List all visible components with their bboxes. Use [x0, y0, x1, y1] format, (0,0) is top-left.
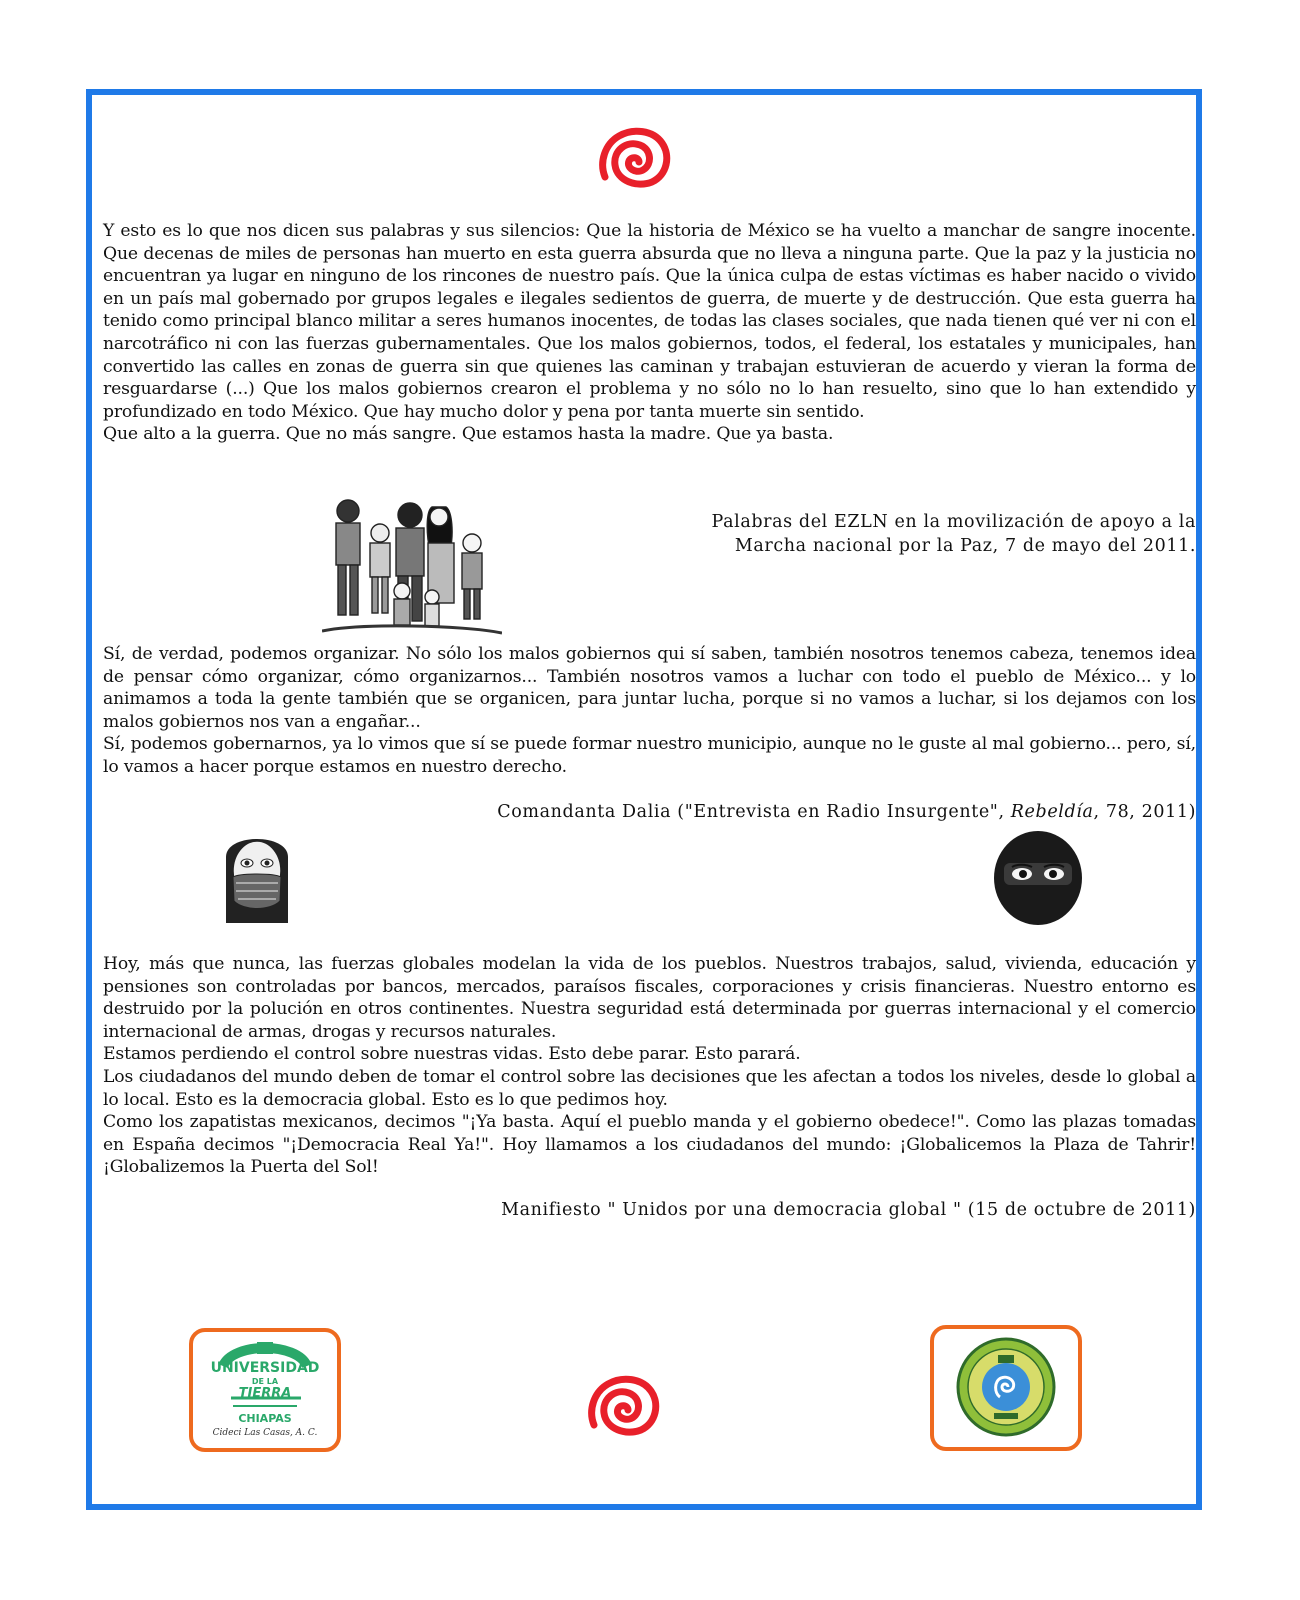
dalia-text [103, 643, 1196, 779]
dalia-paragraph-1: Sí, de verdad, podemos organizar. No sólo los malos gobiernos qui sí saben, también nosotros tenemos cabeza, tenemos idea de pensar cómo organizar, cómo organizarnos... También nosotros vamos a luchar con todo el pueblo de México... y lo animamos a toda la gente también que se organicen, para juntar lucha, porque si no vamos a luchar, si los dejamos con los malos gobiernos nos van a engañar... [103, 644, 1196, 732]
ezln-paragraph-2: Que alto a la guerra. Que no más sangre. Que estamos hasta la madre. Que ya basta. [103, 424, 834, 445]
dalia-citation-post: , 78, 2011) [1093, 802, 1196, 822]
manifiesto-citation [501, 1198, 1196, 1222]
dalia-paragraph-2: Sí, podemos gobernarnos, ya lo vimos que sí se puede formar nuestro municipio, aunque no le guste al mal gobierno... pero, sí, lo vamos a hacer porque estamos en nuestro derecho. [103, 734, 1196, 777]
unitierra-line-5: Cideci Las Casas, A. C. [212, 1428, 318, 1438]
unitierra-line-2: DE LA [251, 1377, 279, 1386]
manifiesto-text [103, 953, 1196, 1179]
manifiesto-paragraph-1: Hoy, más que nunca, las fuerzas globales modelan la vida de los pueblos. Nuestros trabajos, salud, vivienda, educación y pensiones son controladas por bancos, mercados, paraísos fiscales, corporaciones y crisis financieras. Nuestro entorno es destruido por la polución en otros continentes. Nuestra seguridad está determinada por guerras internacional y el comercio internacional de armas, drogas y recursos naturales. [103, 954, 1196, 1042]
manifiesto-paragraph-2: Estamos perdiendo el control sobre nuestras vidas. Esto debe parar. Esto parará. [103, 1044, 801, 1065]
circular-seal-logo [934, 1329, 1078, 1447]
manifiesto-paragraph-4: Como los zapatistas mexicanos, decimos "¡Ya basta. Aquí el pueblo manda y el gobierno obedece!". Como las plazas tomadas en España decimos "¡Democracia Real Ya!". Hoy llamamos a los ciudadanos del mundo: ¡Globalicemos la Plaza de Tahrir! ¡Globalizemos la Puerta del Sol! [103, 1112, 1196, 1178]
spiral-icon-top [595, 122, 679, 198]
ezln-paragraph-1: Y esto es lo que nos dicen sus palabras y sus silencios: Que la historia de México se ha vuelto a manchar de sangre inocente. Que decenas de miles de personas han muerto en esta guerra absurda que no lleva a ninguna parte. Que la paz y la justicia no encuentran ya lugar en ninguno de los rincones de nuestro país. Que la única culpa de estas víctimas es haber nacido o vivido en un país mal gobernado por grupos legales e ilegales sedientos de guerra, de muerte y de destrucción. Que esta guerra ha tenido como principal blanco militar a seres humanos inocentes, de todas las clases sociales, que nada tienen qué ver ni con el narcotráfico ni con las fuerzas gubernamentales. Que los malos gobiernos, todos, el federal, los estatales y municipales, han convertido las calles en zonas de guerra sin que quienes las caminan y trabajan estuvieran de acuerdo y vieran la forma de resguardarse (...) Que los malos gobiernos crearon el problema y no sólo no lo han resuelto, sino que lo han extendido y profundizado en todo México. Que hay mucho dolor y pena por tanta muerte sin sentido. [103, 221, 1196, 422]
unitierra-line-4: CHIAPAS [238, 1412, 292, 1425]
ezln-citation-line-2: Marcha nacional por la Paz, 7 de mayo del 2011. [734, 536, 1196, 556]
dalia-citation-italic: Rebeldía [1010, 802, 1094, 822]
dalia-citation-pre: Comandanta Dalia ("Entrevista en Radio Insurgente", [497, 802, 1011, 822]
balaclava-face-illustration [992, 829, 1084, 927]
ezln-citation [712, 510, 1196, 558]
ezln-text [103, 220, 1196, 446]
manifiesto-paragraph-3: Los ciudadanos del mundo deben de tomar el control sobre las decisiones que les afectan a todos los niveles, desde lo global a lo local. Esto es la democracia global. Esto es lo que pedimos hoy. [103, 1066, 1196, 1110]
dalia-citation [497, 800, 1196, 824]
manifiesto-citation-text: Manifiesto " Unidos por una democracia global " (15 de octubre de 2011) [501, 1200, 1196, 1220]
spiral-icon-bottom [584, 1370, 668, 1446]
unitierra-line-3: TIERRA [238, 1386, 292, 1401]
zapatista-group-illustration [322, 493, 502, 643]
unitierra-logo [189, 1328, 341, 1452]
masked-woman-illustration [218, 827, 296, 923]
ezln-citation-line-1: Palabras del EZLN en la movilización de apoyo a la [711, 512, 1196, 532]
unitierra-line-1: UNIVERSIDAD [210, 1360, 320, 1376]
seal-logo [930, 1325, 1082, 1451]
